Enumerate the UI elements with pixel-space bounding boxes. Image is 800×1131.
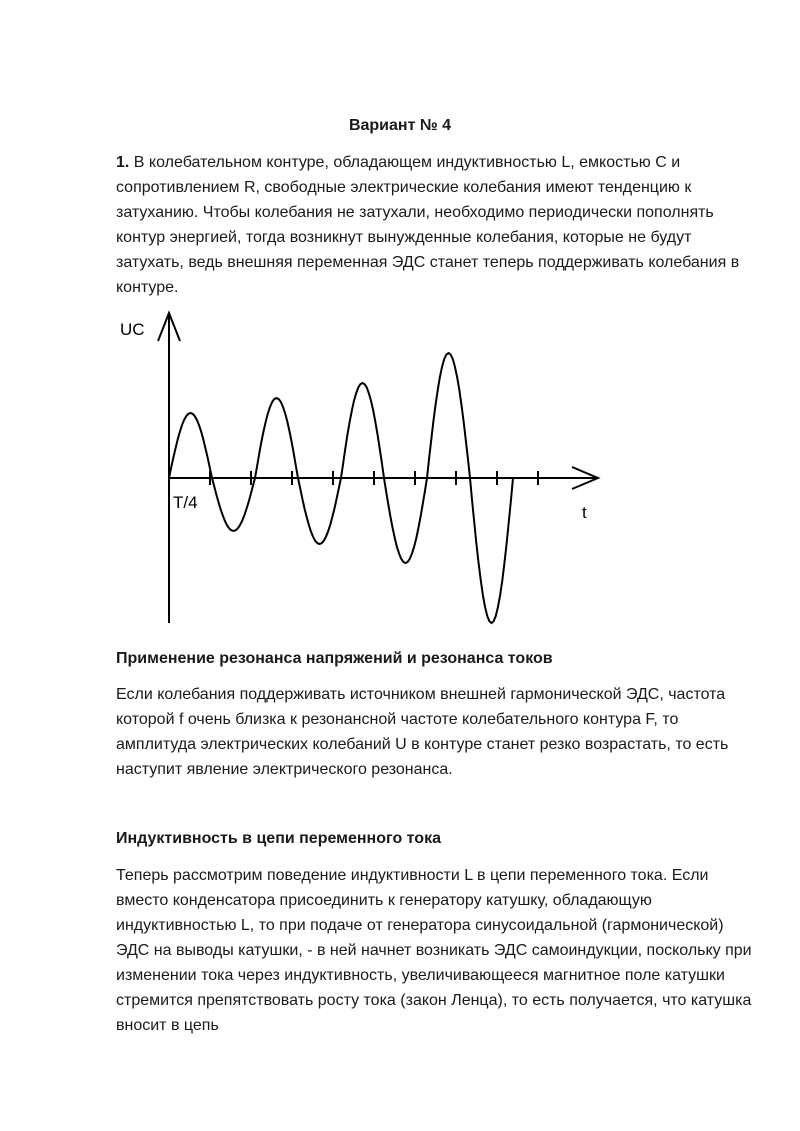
variant-title: Вариант № 4: [348, 117, 452, 134]
section-2-paragraph: Теперь рассмотрим поведение индуктивности L в цепи переменного тока. Если вместо конденсатора присоединить к генератору катушку, обладающую индуктивностью L, то при подаче от генератора синусоидальной (гармонической) ЭДС на выводы катушки, - в ней начнет возникать ЭДС самоиндукции, поскольку при изменении тока через индуктивность, увеличивающееся магнитное поле катушки стремится препятствовать росту тока (закон Ленца), то есть получается, что катушка вносит в цепь: [116, 867, 752, 1034]
section-2-heading: Индуктивность в цепи переменного тока: [116, 830, 441, 847]
task-number: 1.: [116, 154, 130, 171]
task-1-text: В колебательном контуре, обладающем индуктивностью L, емкостью C и сопротивлением R, свободные электрические колебания имеют тенденцию к затуханию. Чтобы колебания не затухали, необходимо периодически пополнять контур энергией, тогда возникнут вынужденные колебания, которые не будут затухать, ведь внешняя переменная ЭДС станет теперь поддерживать колебания в контуре.: [116, 154, 740, 296]
section-1-paragraph: Если колебания поддерживать источником внешней гармонической ЭДС, частота которой f очень близка к резонансной частоте колебательного контура F, то амплитуда электрических колебаний U в контуре станет резко возрастать, то есть наступит явление электрического резонанса.: [116, 686, 729, 778]
x-axis-label: t: [582, 503, 587, 522]
task-1-paragraph: [116, 150, 756, 300]
resonance-oscillation-graph: [110, 305, 610, 630]
section-1-heading: Применение резонанса напряжений и резонанса токов: [116, 650, 553, 667]
tick-label: T/4: [173, 493, 198, 512]
y-axis-label: UC: [120, 320, 145, 339]
oscillation-curve: [169, 353, 513, 623]
